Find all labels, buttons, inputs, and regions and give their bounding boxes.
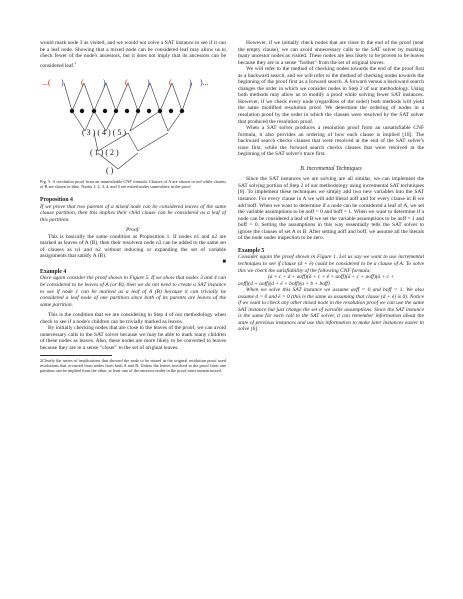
figure-nodes-3-4-5: ( 3 ) ( 4 ) ( 5 ) — [82, 128, 126, 137]
cnf-formula-line-1: (a + c + d + aoff)(ā + c + ē + aoff)(ā + c + aoff)(ā + c + — [267, 274, 395, 281]
cnf-formula-line-2: aoff)(d + aoff)(d + ē + boff)(a + b + boff) — [238, 280, 330, 287]
figure-top-clause-5: ) — [147, 78, 150, 87]
right-paragraph-3: When a SAT solver produces a resolution proof from an unsatisfiable CNF formula, it also provides an ordering of how each clause is implied [18]. The backward search checks clauses that were resolved at the end of the SAT solver's trace first, while the forward search checks clauses that were resolved at the beginning of the SAT solver's trace first. — [238, 125, 424, 158]
proof-label: Proof: — [126, 227, 140, 234]
figure-5-caption: Fig. 5. A resolution proof from an unsatisfiable CNF formula. Clauses of A are shown in red while clauses of B are shown in blue. Nodes 1, 2, 3, 4, and 5 are mixed nodes somewhere in the proof — [40, 179, 226, 189]
proposition-4-title: Proposition 4 — [40, 197, 73, 203]
right-paragraph-4: Since the SAT instances we are solving are all similar, we can implement the SAT solving portion of Step 2 of our methodology using incremental SAT techniques [6]. To implement these techniques we simply add two new variables into the SAT instance. For every clause in A we will add literal aoff and for every clause in B we add boff. When we want to determine if a node can be considered a leaf of A, we set the variable assumptions to be aoff = 0 and boff = 1. When we want to determine if a node can be considered a leaf of B we set the variable assumptions to be aoff = 1 and boff = 0. Setting the assumptions in this way essentially tells the SAT solver to ignore the clauses of set A or B. After setting aoff and boff, we assume all the literals of the node under inspection to be zero. — [238, 176, 424, 242]
figure-node-dot — [169, 109, 173, 113]
figure-top-clause-3: ) — [103, 78, 106, 87]
proposition-4-text: If we prove that two parents of a mixed node can be considered leaves of the same clause partition, then this implies their child clause can be considered as a leaf of this partition. — [40, 203, 226, 223]
right-column — [238, 40, 424, 333]
example-5-title: Example 5 — [238, 247, 265, 254]
left-paragraph-1: would mark node 3 as visited, and we would not solve a SAT instance to see if it can be a leaf node. Showing that a mixed node can be considered leaf may allow us to check fewer of the node's ancestors, but it does not imply that its ancestors can be considered leaf.$^2$ — [40, 40, 226, 69]
figure-top-clause-7: ) — [189, 78, 192, 87]
figure-node-dot — [125, 109, 129, 113]
example-4-title: Example 4 — [40, 268, 67, 275]
figure-node-dot — [158, 109, 162, 113]
figure-node-dot — [92, 109, 96, 113]
figure-node-dot — [147, 109, 151, 113]
proof-text: This is basically the same condition as Proposition 1. If nodes n1 and n2 are marked as leaves of A (B), then their resolvent node n3 can be added to the same set of clauses as n1 and n2 without reducing or expanding the set of variable assignments that satisfy A (B). — [40, 233, 226, 260]
figure-nodes-1-2: ( 1 ) ( 2 ) — [90, 148, 119, 157]
qed-mark: ■ — [222, 258, 226, 265]
right-paragraph-1: However, if we initially check nodes that are close to the end of the proof (near the empty clause), we can avoid unnecessary calls to the SAT solver by marking many ancestor nodes as visited. These nodes are less likely to be proven to be leaves because they are in a sense "further" from the set of original leaves. — [238, 40, 424, 66]
example-5-text: Consider again the proof shown in Figure 1. Let us say we want to use incremental techniques to see if clause (d + ē) could be considered to be a clause of A. To solve this we check the satisfiability of the following CNF formula: — [238, 254, 424, 274]
figure-top-left-label: ...( — [42, 78, 51, 87]
figure-top-clause-4: ( — [125, 78, 128, 87]
figure-top-clause-2: ( — [81, 78, 84, 87]
figure-top-clause-1: ) — [61, 78, 64, 87]
figure-top-clause-6: ( — [169, 78, 172, 87]
figure-node-dot — [103, 109, 107, 113]
footnote-rule — [40, 355, 112, 356]
right-paragraph-2: We will refer to the method of checking nodes towards the end of the proof first as a backward search, and we will refer to the method of checking nodes towards the beginning of the proof first as a forward search. A forward versus a backward search changes the order in which we consider nodes in Step 2 of our methodology. Using both methods may allow us to modify a proof while solving fewer SAT instances. However, if we check every node (regardless of the order) both methods will yield the same modified resolution proof. We determine the ordering of nodes in a resolution proof by the order in which the clauses were resolved by the SAT solver that produced the resolution proof. — [238, 66, 424, 125]
footnote-2: 2Clearly the series of implications that showed the node to be mixed in the original resolution proof used resolutions that occurred from nodes from both A and B. Unless the leaves involved in the proof from one partition can be implied from the other, at least one of the ancestor nodes in the proof must remain mixed. — [40, 358, 226, 374]
figure-node-dot — [80, 109, 84, 113]
right-paragraph-5: When we solve this SAT instance we assume aoff = 0 and boff = 1. We also assume d = 0 and ē = 0 (this is the same as assuming that clause (d + ē) is 0). Notice if we want to check any other mixed node in the resolution proof we can use the same SAT instance but just change the set of variable assumptions. Since the SAT instance is the same for each call to the SAT solver, it can remember information about the state of previous instances and use this information to make later instances easier to solve [6]. — [238, 287, 424, 333]
figure-5-diagram — [40, 75, 226, 175]
figure-node-dot — [114, 109, 118, 113]
example-4-text: Once again consider the proof shown in Figure 5. If we show that nodes 3 and 4 can be considered to be leaves of A (or B), then we do not need to create a SAT instance to see if node 1 can be marked as a leaf of A (B) because it can trivially be considered a leaf node of one partition since both of its parents are leaves of the same partition. — [40, 275, 226, 308]
footnote-marker: 2 — [74, 60, 77, 65]
left-paragraph-3: By initially checking nodes that are close to the leaves of the proof, we can avoid unnecessary calls to the SAT solver because we may be able to mark many children of these nodes as leaves. Also, these nodes are more likely to be converted to leaves because they are in a sense "closer" to the set of original leaves. — [40, 325, 226, 351]
left-column — [40, 40, 226, 373]
figure-top-right-label: )... — [200, 78, 209, 87]
figure-node-dot — [180, 109, 184, 113]
figure-node-dot — [70, 109, 74, 113]
figure-node-dot — [136, 109, 140, 113]
left-paragraph-2: This is the condition that we are considering in Step 4 of our methodology when check to see if a node's children can be trivially marked as leaves. — [40, 312, 226, 325]
figure-node-empty: ( ) — [106, 166, 114, 175]
section-b-title: B. Incremental Techniques — [300, 165, 362, 172]
